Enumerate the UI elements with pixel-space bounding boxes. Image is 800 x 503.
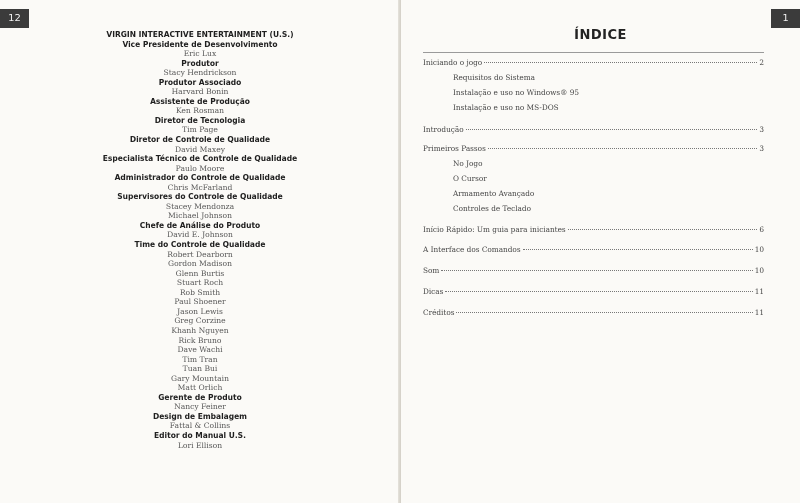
credit-name: David Maxey bbox=[175, 144, 225, 154]
toc-entry bbox=[423, 245, 764, 254]
page-number-right: 1 bbox=[771, 9, 800, 28]
toc-leader-dots bbox=[441, 270, 752, 271]
toc-subentry: Armamento Avançado bbox=[453, 189, 535, 198]
toc-entry-title: Som bbox=[423, 266, 440, 275]
toc-entry bbox=[423, 144, 764, 153]
toc-subentry: No Jogo bbox=[453, 159, 483, 168]
toc-page-number: 11 bbox=[754, 308, 764, 317]
credit-role: Design de Embalagem bbox=[152, 411, 247, 421]
page-number-left: 12 bbox=[0, 9, 29, 28]
credit-role: Editor do Manual U.S. bbox=[154, 430, 246, 440]
credit-name: Jason Lewis bbox=[177, 306, 223, 316]
toc-subentry: Controles de Teclado bbox=[453, 204, 531, 213]
toc-entry-title: Iniciando o jogo bbox=[423, 58, 483, 67]
credit-name: Nancy Feiner bbox=[174, 402, 226, 412]
credit-role: Diretor de Controle de Qualidade bbox=[129, 135, 271, 145]
credit-role: Supervisores do Controle de Qualidade bbox=[117, 192, 283, 202]
credit-name: Khanh Nguyen bbox=[171, 325, 229, 335]
toc-entry-title: Dicas bbox=[423, 287, 444, 296]
toc-entry bbox=[423, 266, 764, 275]
credit-name: Stuart Roch bbox=[176, 278, 224, 288]
credit-role: Assistente de Produção bbox=[150, 96, 250, 106]
credit-name: Tuan Bui bbox=[182, 364, 218, 374]
credit-name: Gordon Madison bbox=[168, 259, 232, 269]
credit-role: Especialista Técnico de Controle de Qualidade bbox=[102, 154, 298, 164]
right-page bbox=[401, 0, 800, 503]
toc-page-number: 3 bbox=[759, 144, 764, 153]
credit-role: Gerente de Produto bbox=[158, 392, 242, 402]
credit-name: Matt Orlich bbox=[177, 383, 223, 393]
credit-name: Paulo Moore bbox=[175, 163, 225, 173]
credit-name: Harvard Bonin bbox=[171, 87, 229, 97]
credit-role: Diretor de Tecnologia bbox=[154, 115, 246, 125]
toc-page-number: 10 bbox=[754, 245, 764, 254]
toc-leader-dots bbox=[488, 148, 758, 149]
toc-page-number: 11 bbox=[754, 287, 764, 296]
credit-name: David E. Johnson bbox=[167, 230, 233, 240]
credit-name: Glenn Burtis bbox=[175, 268, 225, 278]
credit-name: Chris McFarland bbox=[167, 182, 233, 192]
credit-name: Stacy Hendrickson bbox=[163, 68, 237, 78]
toc-leader-dots bbox=[456, 312, 752, 313]
credit-name: Stacey Mendonza bbox=[165, 201, 235, 211]
credit-name: Robert Dearborn bbox=[167, 249, 233, 259]
credit-name: Rob Smith bbox=[179, 287, 221, 297]
index-title: ÍNDICE bbox=[574, 28, 627, 43]
index-title-rule bbox=[423, 52, 764, 53]
credit-name: Lori Ellison bbox=[177, 440, 223, 450]
credit-name: Tim Page bbox=[182, 125, 218, 135]
credit-name: Greg Corzine bbox=[174, 316, 226, 326]
toc-entry-title: Início Rápido: Um guia para iniciantes bbox=[423, 225, 566, 234]
toc-leader-dots bbox=[568, 229, 758, 230]
credit-role: Produtor bbox=[181, 58, 219, 68]
credit-role: Chefe de Análise do Produto bbox=[139, 220, 261, 230]
toc-entry bbox=[423, 225, 764, 234]
toc-leader-dots bbox=[445, 291, 752, 292]
credit-name: Paul Shoener bbox=[174, 297, 226, 307]
credit-name: Tim Tran bbox=[182, 354, 218, 364]
toc-entry-title: A Interface dos Comandos bbox=[423, 245, 521, 254]
toc-leader-dots bbox=[523, 249, 753, 250]
credits-list bbox=[30, 30, 370, 450]
credit-name: Gary Mountain bbox=[171, 373, 229, 383]
toc-entry-title: Primeiros Passos bbox=[423, 144, 486, 153]
credit-role: Time do Controle de Qualidade bbox=[134, 240, 266, 250]
credit-role: Administrador do Controle de Qualidade bbox=[114, 173, 286, 183]
credit-name: Ken Rosman bbox=[175, 106, 225, 116]
toc-leader-dots bbox=[484, 62, 757, 63]
toc-entry bbox=[423, 308, 764, 317]
credit-name: Dave Wachi bbox=[177, 345, 223, 355]
toc-page-number: 2 bbox=[759, 58, 764, 67]
credit-name: Fattal & Collins bbox=[169, 421, 231, 431]
toc-subentry: Requisitos do Sistema bbox=[453, 73, 535, 82]
toc-subentry: Instalação e uso no Windows® 95 bbox=[453, 88, 580, 97]
toc-leader-dots bbox=[466, 129, 758, 130]
toc-page-number: 6 bbox=[759, 225, 764, 234]
toc-entry bbox=[423, 287, 764, 296]
credit-role: VIRGIN INTERACTIVE ENTERTAINMENT (U.S.) bbox=[106, 30, 294, 39]
credit-name: Michael Johnson bbox=[168, 211, 232, 221]
toc-entry-title: Introdução bbox=[423, 125, 464, 134]
credit-name: Rick Bruno bbox=[178, 335, 222, 345]
toc-page-number: 3 bbox=[759, 125, 764, 134]
toc-subentry: Instalação e uso no MS-DOS bbox=[453, 103, 559, 112]
toc-subentry: O Cursor bbox=[453, 174, 487, 183]
toc-entry bbox=[423, 125, 764, 134]
toc-page-number: 10 bbox=[754, 266, 764, 275]
toc-entry bbox=[423, 58, 764, 67]
toc-entry-title: Créditos bbox=[423, 308, 455, 317]
credit-role: Vice Presidente de Desenvolvimento bbox=[122, 39, 278, 49]
credit-name: Eric Lux bbox=[183, 49, 217, 59]
credit-role: Produtor Associado bbox=[158, 77, 242, 87]
